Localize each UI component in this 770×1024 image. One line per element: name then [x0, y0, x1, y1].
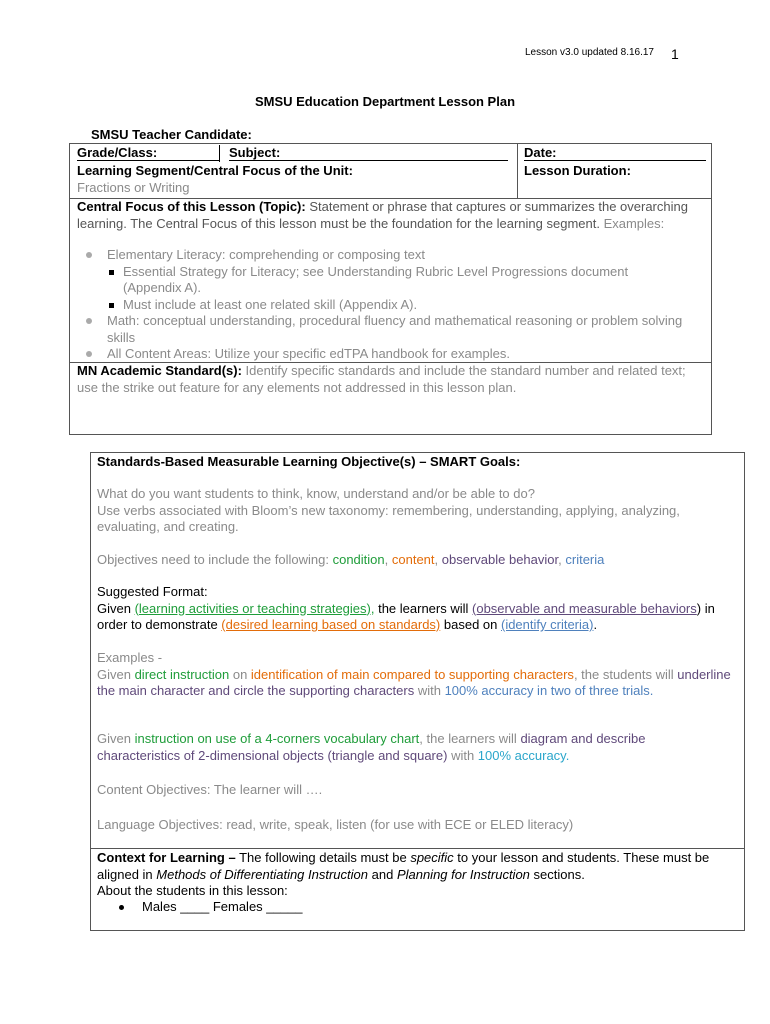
list-item	[97, 899, 397, 916]
bullet-icon	[86, 351, 92, 357]
suggested-format	[97, 584, 732, 634]
males-females-field: Males ____ Females _____	[142, 899, 303, 914]
field-separator	[219, 145, 220, 162]
mn-standards-label: MN Academic Standard(s):	[77, 363, 242, 378]
list-item: Must include at least one related skill (Appendix A).	[80, 297, 690, 314]
about-students: About the students in this lesson:	[97, 883, 288, 898]
objective-requirements: Objectives need to include the following: condition, content, observable behavior, criteria	[97, 552, 605, 567]
language-objectives: Language Objectives: read, write, speak, listen (for use with ECE or ELED literacy)	[97, 817, 574, 832]
version-note: Lesson v3.0 updated 8.16.17	[525, 47, 654, 58]
list-item: Elementary Literacy: comprehending or composing text	[80, 247, 690, 264]
example-1: Given direct instruction on identification of main compared to supporting characters, the students will underline the main character and circle the supporting characters with 100% accuracy in two of three trials.	[97, 666, 731, 698]
examples-label: Examples -	[97, 650, 163, 665]
list-item: All Content Areas: Utilize your specific edTPA handbook for examples.	[80, 346, 690, 363]
context-for-learning: Context for Learning – The following details must be specific to your lesson and students. These must be aligned in Methods of Differentiating Instruction and Planning for Instruction sections. About the students in this lesson:	[97, 850, 737, 900]
page-number: 1	[671, 46, 679, 62]
central-focus-bullets	[80, 247, 690, 363]
date-label: Date:	[524, 145, 706, 161]
example-2: Given instruction on use of a 4-corners vocabulary chart, the learners will diagram and describe characteristics of 2-dimensional objects (triangle and square) with 100% accuracy.	[97, 731, 646, 763]
smart-goals-heading: Standards-Based Measurable Learning Objective(s) – SMART Goals:	[97, 454, 521, 469]
suggested-format-label: Suggested Format:	[97, 584, 208, 599]
examples-label: Examples:	[599, 215, 665, 231]
square-bullet-icon	[109, 303, 114, 308]
central-focus-label: Central Focus of this Lesson (Topic):	[77, 199, 306, 214]
bullet-icon	[86, 252, 92, 258]
square-bullet-icon	[109, 270, 114, 275]
teacher-candidate-label: SMSU Teacher Candidate:	[91, 127, 252, 142]
grade-class-label: Grade/Class:	[77, 145, 219, 161]
central-focus-section	[77, 199, 692, 232]
table-divider	[90, 848, 745, 849]
bullet-icon	[86, 318, 92, 324]
list-item: Math: conceptual understanding, procedural fluency and mathematical reasoning or problem solving skills	[80, 313, 690, 346]
mn-standards-section	[77, 363, 697, 396]
subject-label: Subject:	[229, 145, 508, 161]
document-title: SMSU Education Department Lesson Plan	[254, 94, 516, 109]
learning-segment-label: Learning Segment/Central Focus of the Unit:	[77, 163, 353, 178]
bullet-icon	[119, 905, 124, 910]
mn-standards-text: Identify specific standards and include the standard number and related text; use the strike out feature for any elements not addressed in this lesson plan.	[77, 363, 686, 395]
examples-section	[97, 650, 732, 700]
suggested-format-text: Given (learning activities or teaching strategies), the learners will (observable and measurable behaviors) in order to demonstrate (desired learning based on standards) based on (identify criteria).	[97, 600, 715, 632]
guiding-questions: What do you want students to think, know, understand and/or be able to do? Use verbs associated with Bloom’s new taxonomy: remembering, understanding, applying, analyzing, evaluating, and creating.	[97, 486, 680, 534]
central-focus-text: Statement or phrase that captures or summarizes the overarching learning. The Central Focus of this lesson must be the foundation for the learning segment.	[77, 199, 688, 231]
learning-segment-value: Fractions or Writing	[77, 180, 190, 195]
lesson-duration-label: Lesson Duration:	[524, 163, 631, 178]
content-objectives: Content Objectives: The learner will ….	[97, 782, 323, 797]
list-item: Essential Strategy for Literacy; see Understanding Rubric Level Progressions document (Appendix A).	[80, 264, 690, 297]
table-divider-vertical	[517, 143, 518, 198]
